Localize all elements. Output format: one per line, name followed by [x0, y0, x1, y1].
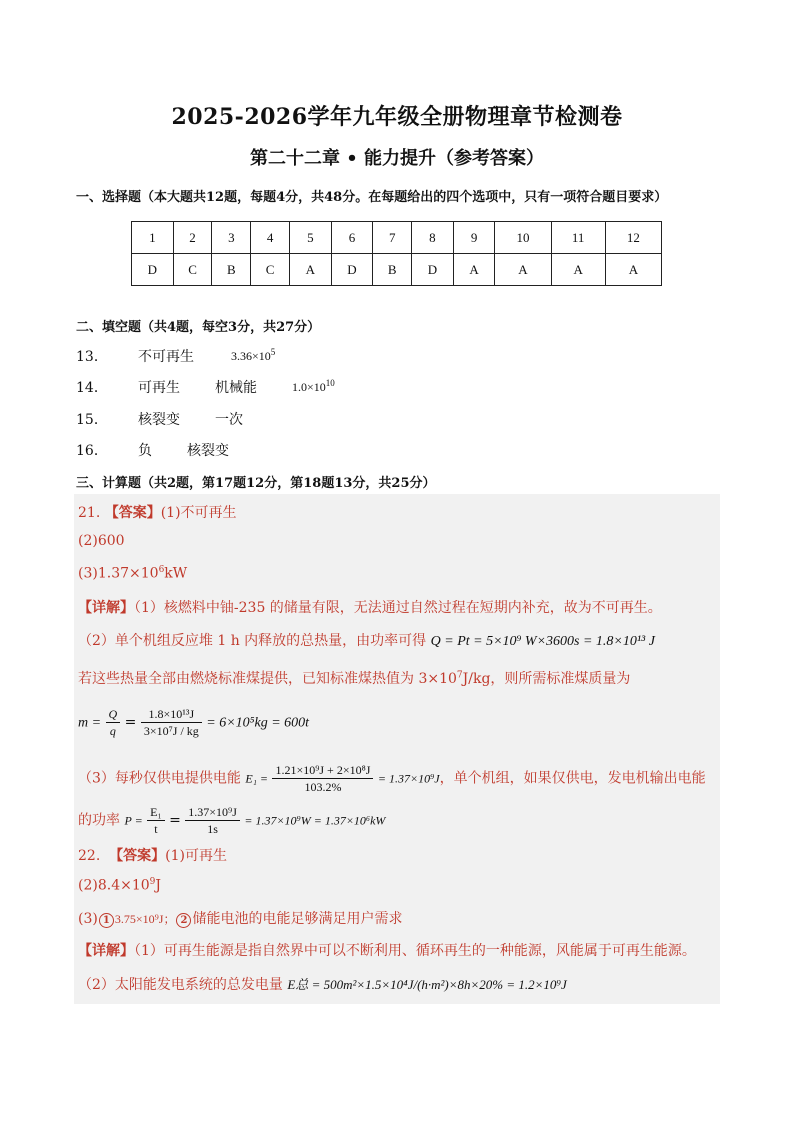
question-number-cell: 1 — [132, 222, 174, 254]
q21-number: 21. — [78, 505, 101, 521]
fill-answer: 核裂变 — [138, 412, 180, 428]
answer-table — [131, 221, 662, 286]
q21-answer-1: (1)不可再生 — [160, 505, 237, 521]
answer-cell: C — [173, 254, 212, 286]
fill-item-number: 16． — [76, 443, 108, 459]
question-number-cell: 2 — [173, 222, 212, 254]
detail-tag: 【详解】 — [78, 943, 134, 959]
formula-heat: Q = Pt = 5×10⁹ W×3600s = 1.8×10¹³ J — [430, 634, 655, 649]
q21-detail-4: （3）每秒仅供电提供电能 E₁ = $\frac{\text{1.21×10⁹J + 2×10⁸J}}{103.2\%}$ = 1.37×10⁹J，单个机组，如果仅供电，发电机输出电能 — [78, 763, 706, 794]
q22-answer-2: $(2)8.4\times 10^9J$ — [78, 877, 161, 894]
page-title: 2025-2026学年九年级全册物理章节检测卷 — [171, 104, 623, 130]
fill-answer: $3.36\times 10^5$ — [231, 347, 276, 363]
q22-answer-3: (3) 1 3.75×10⁹J； 2 储能电池的电能足够满足用户需求 — [78, 911, 403, 927]
section-3-heading: 三、计算题（共2题，第17题12分，第18题13分，共25分） — [76, 476, 436, 491]
fill-answer: 一次 — [215, 412, 243, 428]
answer-cell: D — [132, 254, 174, 286]
question-number-cell: 4 — [251, 222, 290, 254]
q22-number: 22. — [78, 848, 101, 864]
answer-cell: A — [453, 254, 495, 286]
q21-detail-1: 【详解】（1）核燃料中铀-235 的储量有限，无法通过自然过程在短期内补充，故为不可再生。 — [78, 600, 662, 616]
q22-detail-2: （2）太阳能发电系统的总发电量 E总 = 500m²×1.5×10⁴J/(h·m²)×8h×20% = 1.2×10⁹J — [78, 977, 567, 993]
section-1-heading: 一、选择题（本大题共12题，每题4分，共48分。在每题给出的四个选项中，只有一项符合题目要求） — [76, 190, 668, 205]
fill-answer: $1.0\times 10^{10}$ — [292, 378, 335, 394]
answer-cell: A — [605, 254, 661, 286]
question-number-cell: 5 — [290, 222, 332, 254]
q22-detail-1: 【详解】（1）可再生能源是指自然界中可以不断利用、循环再生的一种能源，风能属于可再生能源。 — [78, 943, 696, 959]
answer-tag: 【答案】 — [104, 505, 161, 521]
answer-cell: D — [331, 254, 373, 286]
q21-answer-line — [78, 502, 237, 522]
fill-item-number: 15． — [76, 412, 108, 428]
page-subtitle: 第二十二章 • 能力提升（参考答案） — [249, 148, 545, 169]
question-number-cell: 8 — [412, 222, 454, 254]
q22-answer-line — [78, 845, 227, 865]
q21-detail-5: 的功率 P = $\frac{\text{E₁}}{t}$ = $\frac{\text{1.37×10⁹J}}{1s}$ = 1.37×10⁹W = 1.37×10⁶kW — [78, 805, 386, 836]
formula-solar-energy: E总 = 500m²×1.5×10⁴J/(h·m²)×8h×20% = 1.2×10⁹J — [287, 977, 567, 992]
question-number-cell: 7 — [373, 222, 412, 254]
question-number-cell: 11 — [551, 222, 605, 254]
answer-cell: B — [212, 254, 251, 286]
q21-answer-3: $(3)1.37\times 10^6kW$ — [78, 565, 188, 582]
answer-cell: D — [412, 254, 454, 286]
fill-answer: 机械能 — [215, 380, 257, 396]
question-number-cell: 6 — [331, 222, 373, 254]
fill-answer: 可再生 — [138, 380, 180, 396]
answer-tag: 【答案】 — [109, 848, 166, 864]
fill-answer: 不可再生 — [138, 349, 194, 365]
question-number-cell: 3 — [212, 222, 251, 254]
question-number-cell: 9 — [453, 222, 495, 254]
section-2-heading: 二、填空题（共4题，每空3分，共27分） — [76, 320, 321, 335]
q22-answer-1: (1)可再生 — [165, 848, 228, 864]
question-number-cell: 12 — [605, 222, 661, 254]
answer-cell: A — [551, 254, 605, 286]
fill-answer: 核裂变 — [187, 443, 229, 459]
detail-tag: 【详解】 — [78, 600, 134, 616]
answer-table-answer-row — [132, 254, 662, 286]
q21-answer-2: (2)600 — [78, 533, 125, 549]
answer-cell: A — [495, 254, 551, 286]
fill-answer: 负 — [138, 443, 152, 459]
fill-item-number: 14． — [76, 380, 108, 396]
q21-detail-2: （2）单个机组反应堆 1 h 内释放的总热量，由功率可得 Q = Pt = 5×10⁹ W×3600s = 1.8×10¹³ J — [78, 633, 655, 649]
answer-cell: C — [251, 254, 290, 286]
circled-number: 1 — [99, 913, 114, 928]
answer-table-number-row — [132, 222, 662, 254]
q21-detail-3: 若这些热量全部由燃烧标准煤提供，已知标准煤热值为 $3\times 10^7J/kg$，则所需标准煤质量为 — [78, 670, 631, 687]
answer-cell: A — [290, 254, 332, 286]
circled-number: 2 — [176, 913, 191, 928]
question-number-cell: 10 — [495, 222, 551, 254]
formula-coal-mass: m = $\frac{Q}{q}$ = $\frac{\text{1.8×10¹³J}}{\text{3×10⁷J / kg}}$ = 6×10⁵kg = 600t — [78, 707, 310, 738]
answer-cell: B — [373, 254, 412, 286]
fill-item-number: 13． — [76, 349, 108, 365]
